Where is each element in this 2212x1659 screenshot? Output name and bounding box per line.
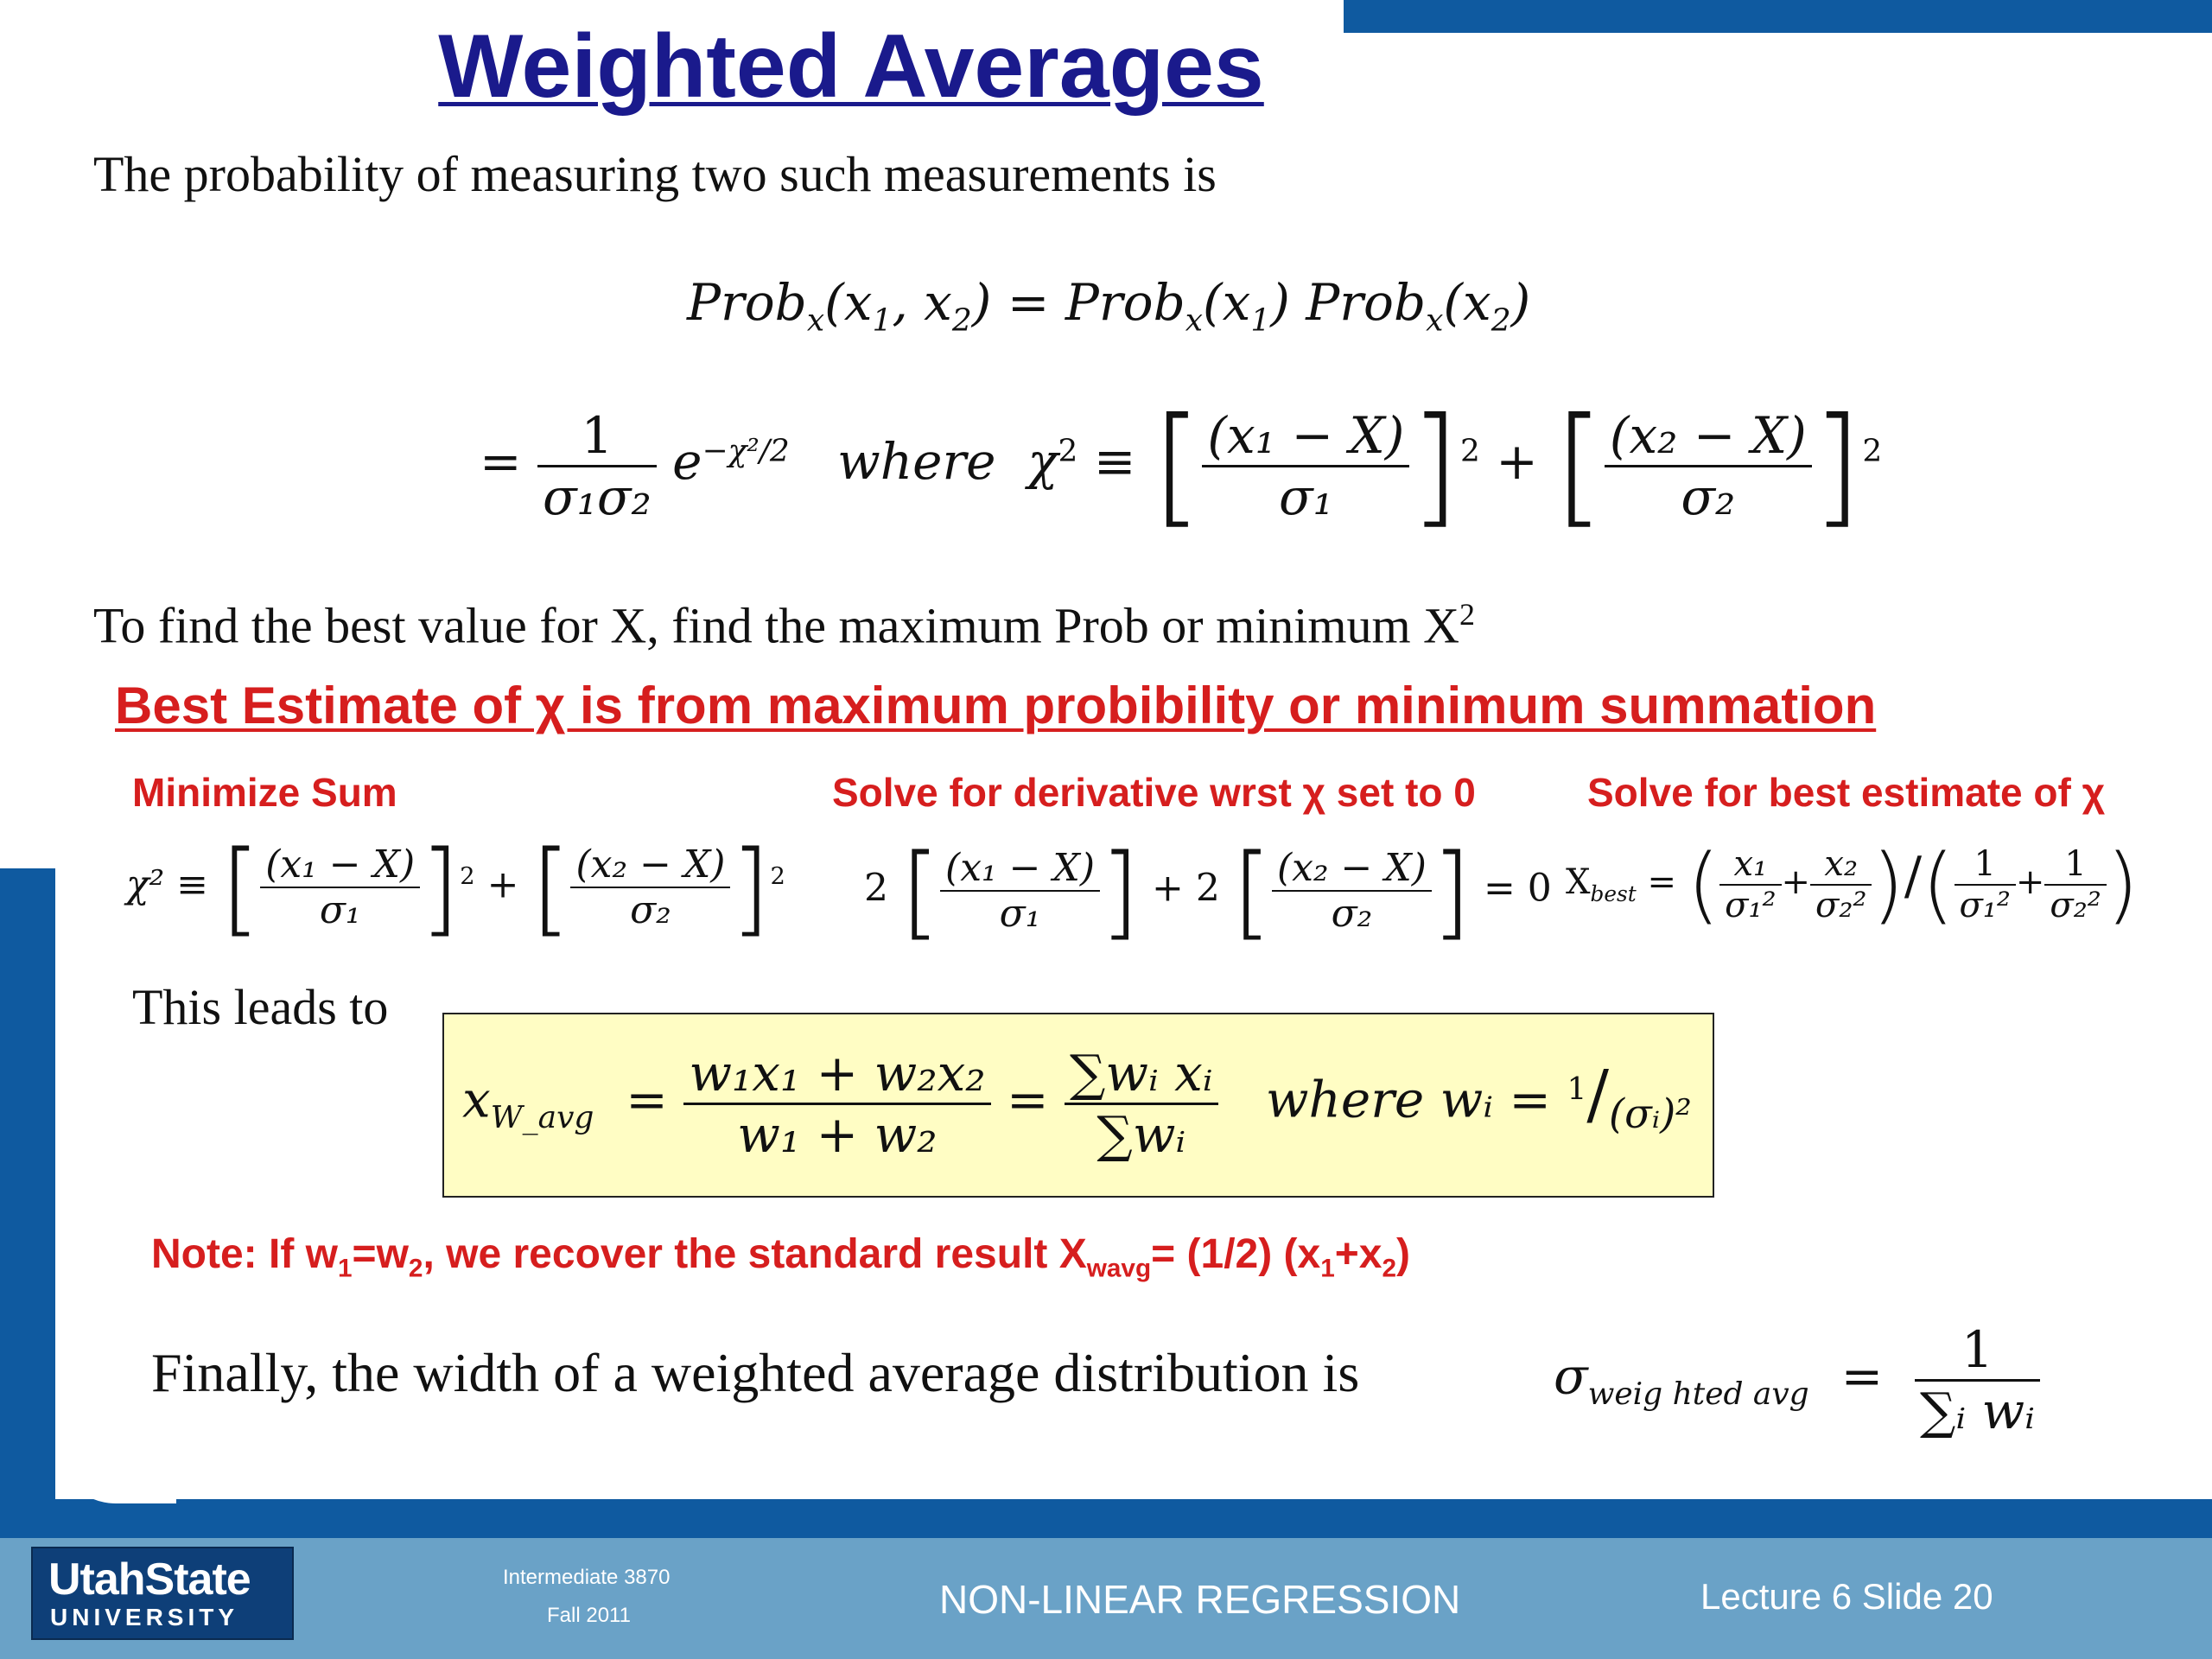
slide-number-label: Lecture 6 Slide 20 bbox=[1700, 1576, 1993, 1617]
derivative-heading: Solve for derivative wrst χ set to 0 bbox=[832, 770, 1476, 815]
top-accent-band bbox=[1344, 0, 2212, 33]
term2-fraction: $\frac{\text{(x₂ − X)}}{\text{σ₂}}$ bbox=[1605, 406, 1812, 526]
term1-fraction: $\frac{\text{(x₁ − X)}}{\text{σ₁}}$ bbox=[1202, 406, 1409, 526]
derivative-equation: 2 [ $\frac{\text{(x₁ − X)}}{\text{σ₁}}$ ] + 2 [ $\frac{\text{(x₂ − X)}}{\text{σ₂}}$ ] = 0 bbox=[864, 831, 1552, 950]
width-equation: $\sigma_{weig hted avg}$ = $\frac{1}{\text{∑ᵢ wᵢ}}$ bbox=[1554, 1320, 2040, 1440]
slide-title: Weighted Averages bbox=[438, 16, 1264, 117]
content-corner bbox=[55, 1426, 176, 1503]
university-logo: UtahState UNIVERSITY bbox=[31, 1547, 294, 1640]
topic-label: NON-LINEAR REGRESSION bbox=[939, 1577, 1461, 1622]
prob-lhs: Prob bbox=[687, 273, 807, 332]
bottom-accent-band bbox=[0, 1499, 2212, 1538]
weighted-average-equation: $x_{W\_avg}$ = $\frac{\text{w₁x₁ + w₂x₂}}{\text{w₁ + w₂}}$ = $\frac{\text{∑wᵢ xᵢ}}{\text{∑wᵢ}}$ where wᵢ = $^1/_{(\sigma ᵢ)^2}$ bbox=[462, 1044, 1692, 1164]
chi-square-equation: = $\frac{1}{\text{σ₁σ₂}}$ $e^{-\chi^2/2}$ where $\chi^2$ ≡ [ $\frac{\text{(x₁ − X)}}{\text{σ₁}}$ ]$^2$ + [ $\frac{\text{(x₂ − X)}}{\text{σ₂}}$ ]$^2$ bbox=[480, 391, 1883, 541]
best-estimate-heading: Best Estimate of χ is from maximum probibility or minimum summation bbox=[115, 677, 1877, 734]
note-text: Note: If $w_1=w_2$, we recover the standard result $X_{wavg}= (1/2)$ $(x_1+x_2)$ bbox=[151, 1231, 1411, 1283]
term-label: Fall 2011 bbox=[547, 1604, 631, 1627]
prefactor-fraction: $\frac{1}{\text{σ₁σ₂}}$ bbox=[537, 406, 657, 526]
left-accent-band bbox=[0, 868, 55, 1534]
sum-equation: χ² ≡ [ $\frac{\text{(x₁ − X)}}{\text{σ₁}}$ ]$^2$ + [ $\frac{\text{(x₂ − X)}}{\text{σ₂}}$ ]$^2$ bbox=[126, 828, 785, 947]
prob-equation: $Prob_x(x_1$, $x_2$) = $Prob_x(x_1)$ $Prob_x(x_2)$ bbox=[687, 273, 1531, 339]
course-label: Intermediate 3870 bbox=[503, 1566, 671, 1589]
best-estimate-equation: $X_{best}$ = ( $\frac{\text{x₁}}{\text{σ₁²}}$ + $\frac{\text{x₂}}{\text{σ₂²}}$ )/( $\frac{1}{\text{σ₁²}}$ + $\frac{1}{\text{σ₂²}}$ ) bbox=[1566, 836, 2139, 933]
best-estimate-subheading: Solve for best estimate of χ bbox=[1587, 770, 2106, 815]
minimize-sum-heading: Minimize Sum bbox=[132, 770, 397, 815]
leads-to-text: This leads to bbox=[132, 979, 389, 1035]
intro-text: The probability of measuring two such measurements is bbox=[93, 146, 1217, 202]
find-best-text: To find the best value for X, find the maximum Prob or minimum $X^2$ bbox=[93, 597, 1476, 654]
finally-text: Finally, the width of a weighted average distribution is bbox=[151, 1342, 1360, 1403]
